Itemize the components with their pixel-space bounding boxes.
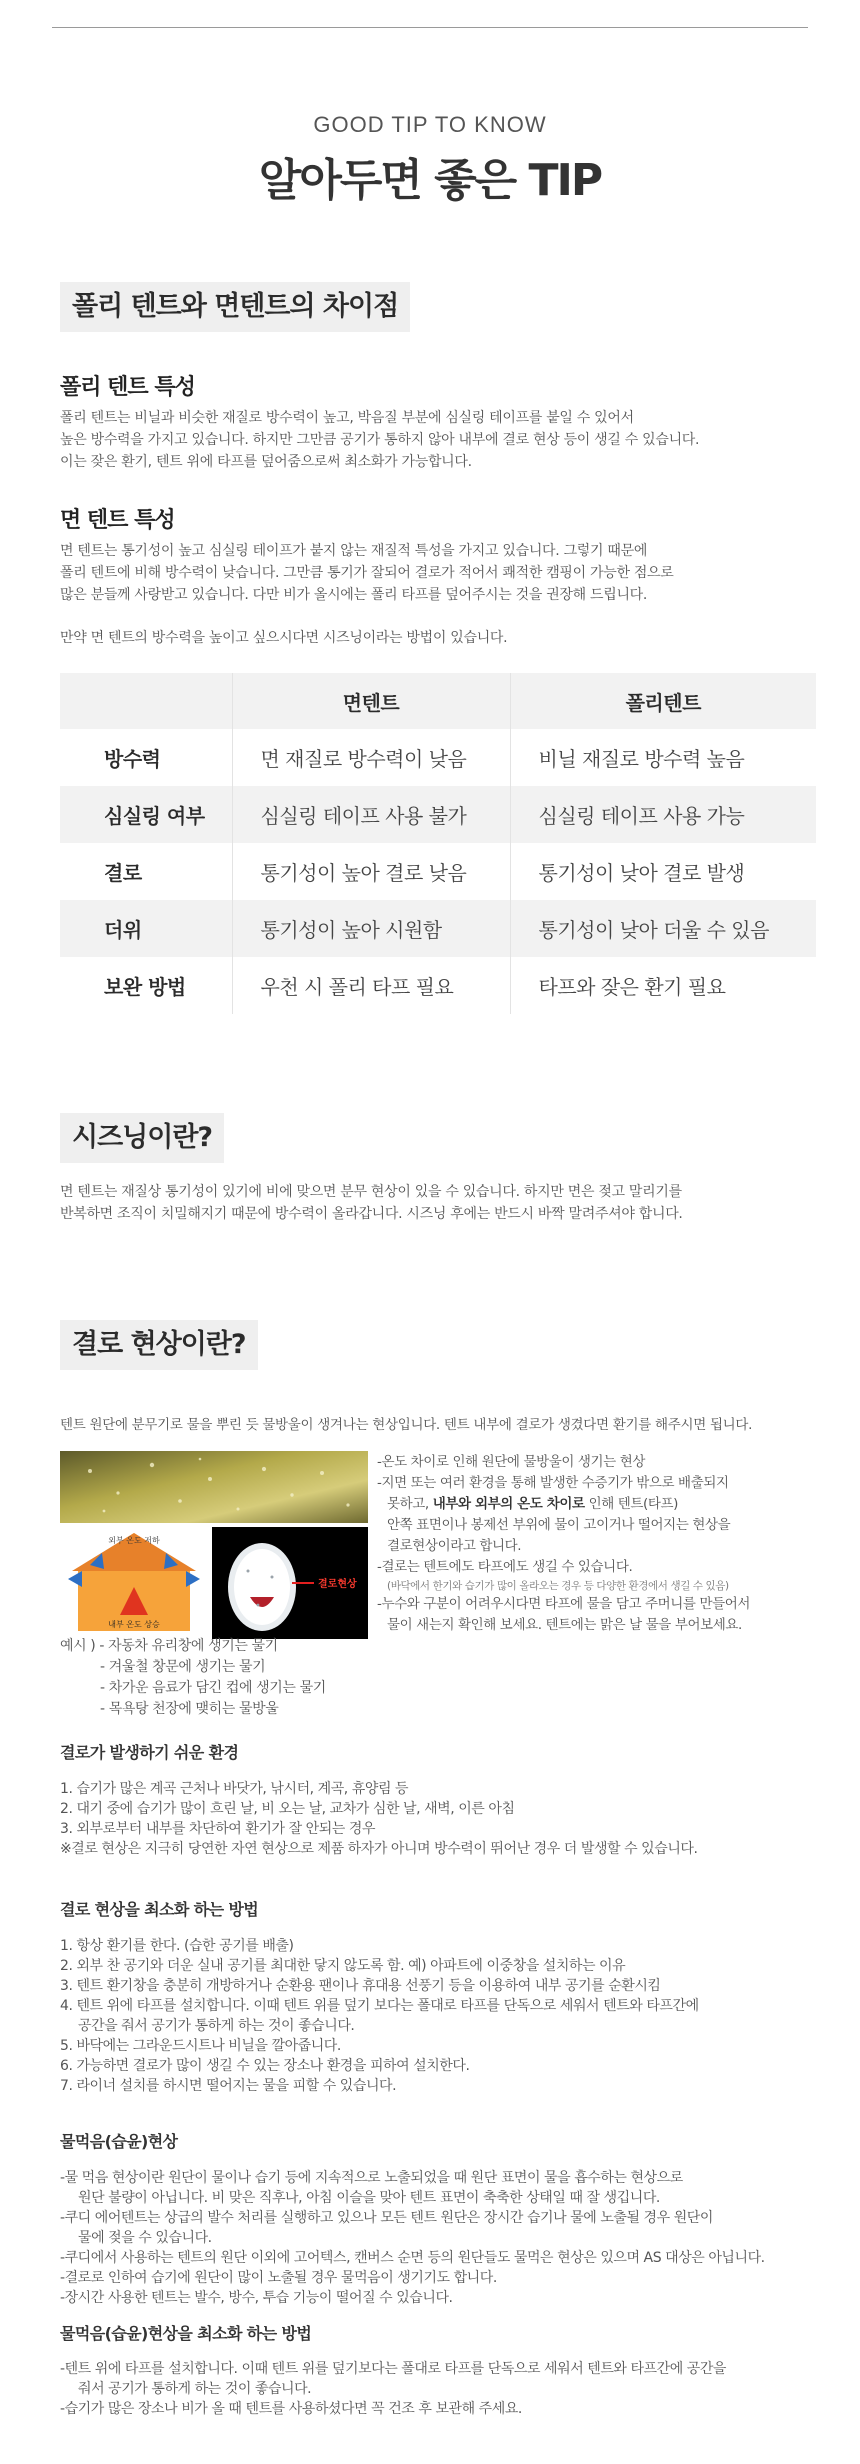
minimize-title: 결로 현상을 최소화 하는 방법 [60,1900,259,1919]
page-subtitle: GOOD TIP TO KNOW [313,112,547,137]
poly-cell: 심실링 테이프 사용 가능 [510,786,816,843]
cotton-cell: 심실링 테이프 사용 불가 [232,786,510,843]
table-row [60,843,816,900]
condensation-images [60,1451,368,1639]
table-row [60,729,816,786]
cotton-tent-description: 면 텐트는 통기성이 높고 심실링 테이프가 붙지 않는 재질적 특성을 가지고 있습니다. 그렇기 때문에 폴리 텐트에 비해 방수력이 낮습니다. 그만큼 통기가 잘되어 결로가 적어서 쾌적한 캠핑이 가능한 점으로 많은 분들께 사랑받고 있습니다. 다만 비가 올시에는 폴리 타프를 덮어주시는 것을 권장해 드립니다. [60,543,674,603]
seasoning-description: 면 텐트는 재질상 통기성이 있기에 비에 맞으면 분무 현상이 있을 수 있습니다. 하지만 면은 젖고 말리기를 반복하면 조직이 치밀해지기 때문에 방수력이 올라갑니다. 시즈닝 후에는 반드시 바짝 말려주셔야 합니다. [60,1184,683,1222]
glass-label: 결로현상 [318,1579,357,1590]
section-heading-condensation: 결로 현상이란? [60,1320,258,1370]
env-list: 1. 습기가 많은 계곡 근처나 바닷가, 낚시터, 계곡, 휴양림 등 2. 대기 중에 습기가 많이 흐린 날, 비 오는 날, 교차가 심한 날, 새벽, 이른 아침 3. 외부로부터 내부를 차단하여 환기가 잘 안되는 경우 ※결로 현상은 지극히 당연한 자연 현상으로 제품 하자가 아니며 방수력이 뛰어난 경우 더 발생할 수 있습니다. [60,1781,698,1857]
wicking-min-title: 물먹음(습윤)현상을 최소화 하는 방법 [60,2324,312,2343]
condensation-intro: 텐트 원단에 분무기로 물을 뿌린 듯 물방울이 생겨나는 현상입니다. 텐트 내부에 결로가 생겼다면 환기를 해주시면 됩니다. [60,1417,753,1433]
cotton-cell: 통기성이 높아 결로 낮음 [232,843,510,900]
env-title: 결로가 발생하기 쉬운 환경 [60,1743,239,1762]
cold-glass-photo [212,1527,368,1639]
table-header-empty [60,673,232,729]
diagram-bottom-label: 내부 온도 상승 [108,1620,160,1629]
table-header-cotton: 면텐트 [232,673,510,729]
cotton-cell: 면 재질로 방수력이 낮음 [232,729,510,786]
temperature-diagram [60,1527,208,1639]
row-label: 방수력 [104,747,161,771]
row-label: 더위 [60,900,232,957]
cotton-cell: 통기성이 높아 시원함 [232,900,510,957]
seasoning-note: 만약 면 텐트의 방수력을 높이고 싶으시다면 시즈닝이라는 방법이 있습니다. [60,630,508,646]
cotton-tent-title: 면 텐트 특성 [60,508,175,533]
row-label: 보완 방법 [104,975,186,999]
condensation-examples: 예시 ) - 자동차 유리창에 생기는 물기 - 겨울철 창문에 생기는 물기 - 차가운 음료가 담긴 컵에 생기는 물기 - 목욕탕 천장에 맺히는 물방울 [60,1638,326,1717]
cotton-cell: 우천 시 폴리 타프 필요 [232,957,510,1014]
table-header-row [60,673,816,729]
wicking-title: 물먹음(습윤)현상 [60,2132,178,2151]
poly-cell: 타프와 잦은 환기 필요 [510,957,816,1014]
section-heading-difference: 폴리 텐트와 면텐트의 차이점 [60,282,410,332]
section-heading-seasoning: 시즈닝이란? [60,1113,224,1163]
poly-tent-description: 폴리 텐트는 비닐과 비슷한 재질로 방수력이 높고, 박음질 부분에 심실링 테이프를 붙일 수 있어서 높은 방수력을 가지고 있습니다. 하지만 그만큼 공기가 통하지 않아 내부에 결로 현상 등이 생길 수 있습니다. 이는 잦은 환기, 텐트 위에 타프를 덮어줌으로써 최소화가 가능합니다. [60,410,700,470]
poly-tent-title: 폴리 텐트 특성 [60,375,195,400]
wicking-list: -물 먹음 현상이란 원단이 물이나 습기 등에 지속적으로 노출되었을 때 원단 표면이 물을 흡수하는 현상으로 원단 불량이 아닙니다. 비 맞은 직후나, 아침 이슬을 맞아 텐트 표면이 축축한 상태일 때 잘 생깁니다. -쿠디 에어텐트는 상급의 발수 처리를 실행하고 있으나 모든 텐트 원단은 장시간 습기나 물에 노출될 경우 원단이 물에 젖을 수 있습니다. -쿠디에서 사용하는 텐트의 원단 이외에 고어텍스, 캔버스 순면 등의 원단들도 물먹은 현상은 있으며 AS 대상은 아닙니다. -결로로 인하여 습기에 원단이 많이 노출될 경우 물먹음이 생기기도 합니다. -장시간 사용한 텐트는 발수, 방수, 투습 기능이 떨어질 수 있습니다. [60,2170,765,2306]
condensation-bullets: -온도 차이로 인해 원단에 물방울이 생기는 현상 -지면 또는 여러 환경을 통해 발생한 수증기가 밖으로 배출되지 못하고, 내부와 외부의 온도 차이로 인해 텐트(타프) 안쪽 표면이나 봉제선 부위에 물이 고이거나 떨어지는 현상을 결로현상이라고 합니다. -결로는 텐트에도 타프에도 생길 수 있습니다. (바닥에서 한기와 습기가 많이 올라오는 경우 등 다양한 환경에서 생길 수 있음) -누수와 구분이 어려우시다면 타프에 물을 담고 주머니를 만들어서 물이 새는지 확인해 보세요. 텐트에는 맑은 날 물을 부어보세요. [377,1454,751,1633]
diagram-top-label: 외부 온도 저하 [108,1536,160,1545]
table-header-poly: 폴리텐트 [510,673,816,729]
page-title: 알아두면 좋은 TIP [258,155,602,206]
page-header [0,112,860,208]
water-droplets-photo [60,1451,368,1523]
top-divider [52,27,808,28]
row-label: 심실링 여부 [60,786,232,843]
poly-cell: 통기성이 낮아 결로 발생 [510,843,816,900]
row-label: 결로 [104,861,142,885]
poly-cell: 비닐 재질로 방수력 높음 [510,729,816,786]
table-row [60,786,816,843]
table-row [60,957,816,1014]
minimize-list: 1. 항상 환기를 한다. (습한 공기를 배출) 2. 외부 찬 공기와 더운 실내 공기를 최대한 닿지 않도록 함. 예) 아파트에 이중창을 설치하는 이유 3. 텐트 환기창을 충분히 개방하거나 순환용 팬이나 휴대용 선풍기 등을 이용하여 내부 공기를 순환시킴 4. 텐트 위에 타프를 설치합니다. 이때 텐트 위를 덮기 보다는 폴대로 타프를 단독으로 세워서 텐트와 타프간에 공간을 줘서 공기가 통하게 하는 것이 좋습니다. 5. 바닥에는 그라운드시트나 비닐을 깔아줍니다. 6. 가능하면 결로가 많이 생길 수 있는 장소나 환경을 피하여 설치한다. 7. 라이너 설치를 하시면 떨어지는 물을 피할 수 있습니다. [60,1938,699,2094]
table-row [60,900,816,957]
comparison-table [60,673,816,1014]
wicking-min-list: -텐트 위에 타프를 설치합니다. 이때 텐트 위를 덮기보다는 폴대로 타프를 단독으로 세워서 텐트와 타프간에 공간을 줘서 공기가 통하게 하는 것이 좋습니다. -습기가 많은 장소나 비가 올 때 텐트를 사용하셨다면 꼭 건조 후 보관해 주세요. [60,2361,727,2417]
poly-cell: 통기성이 낮아 더울 수 있음 [510,900,816,957]
